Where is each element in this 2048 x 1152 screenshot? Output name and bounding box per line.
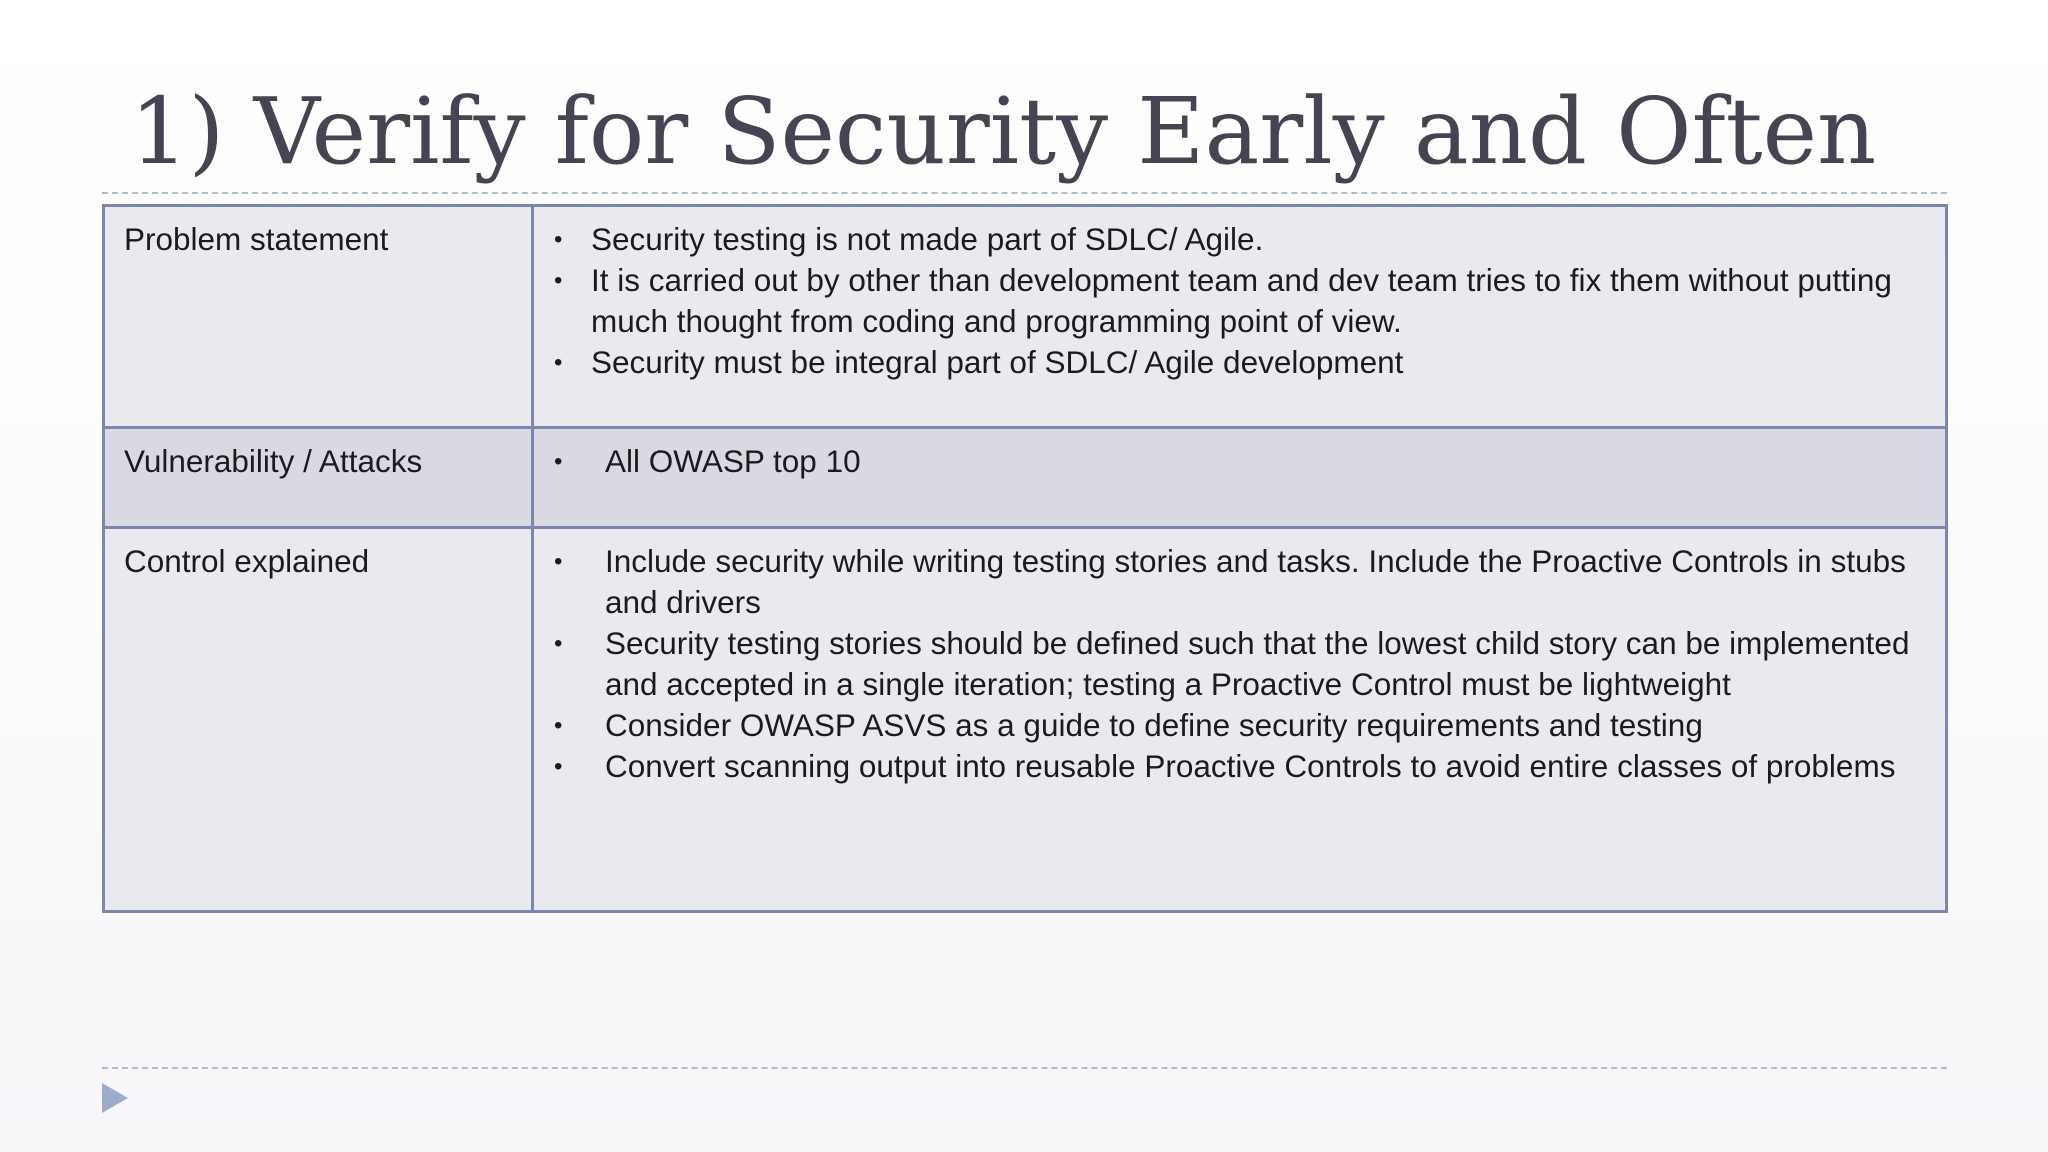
bullet-icon: • — [554, 753, 563, 780]
row-label: Control explained — [104, 528, 533, 912]
list-item-text: Security testing is not made part of SDLC/ Agile. — [591, 221, 1264, 257]
bullet-list — [534, 441, 1925, 482]
row-content — [533, 428, 1947, 528]
list-item-text: Convert scanning output into reusable Proactive Controls to avoid entire classes of problems — [605, 748, 1896, 784]
bullet-icon: • — [554, 630, 563, 657]
bullet-icon: • — [554, 267, 563, 294]
bullet-list — [534, 219, 1925, 383]
list-item — [534, 342, 1925, 383]
list-item — [534, 746, 1925, 787]
list-item — [534, 260, 1925, 342]
list-item — [534, 441, 1925, 482]
bullet-icon: • — [554, 226, 563, 253]
list-item — [534, 705, 1925, 746]
row-label: Problem statement — [104, 206, 533, 428]
bullet-icon: • — [554, 349, 563, 376]
list-item-text: Security must be integral part of SDLC/ Agile development — [591, 344, 1404, 380]
table-row-problem-statement — [104, 206, 1947, 428]
list-item — [534, 541, 1925, 623]
triangle-right-icon — [102, 1083, 128, 1113]
table-row-vulnerability-attacks — [104, 428, 1947, 528]
bullet-icon: • — [554, 712, 563, 739]
title-divider — [102, 192, 1947, 194]
list-item — [534, 623, 1925, 705]
list-item-text: Consider OWASP ASVS as a guide to define security requirements and testing — [605, 707, 1703, 743]
list-item-text: All OWASP top 10 — [605, 443, 861, 479]
row-content — [533, 206, 1947, 428]
bullet-icon: • — [554, 448, 563, 475]
list-item — [534, 219, 1925, 260]
content-table — [102, 204, 1948, 913]
row-label: Vulnerability / Attacks — [104, 428, 533, 528]
list-item-text: It is carried out by other than development team and dev team tries to fix them without putting much thought from coding and programming point of view. — [591, 262, 1892, 339]
table-row-control-explained — [104, 528, 1947, 912]
row-content — [533, 528, 1947, 912]
list-item-text: Include security while writing testing stories and tasks. Include the Proactive Controls in stubs and drivers — [605, 543, 1906, 620]
slide-title: 1) Verify for Security Early and Often — [130, 78, 1877, 185]
footer-divider — [102, 1067, 1947, 1069]
bullet-list — [534, 541, 1925, 787]
bullet-icon: • — [554, 548, 563, 575]
list-item-text: Security testing stories should be defined such that the lowest child story can be implemented and accepted in a single iteration; testing a Proactive Control must be lightweight — [605, 625, 1910, 702]
